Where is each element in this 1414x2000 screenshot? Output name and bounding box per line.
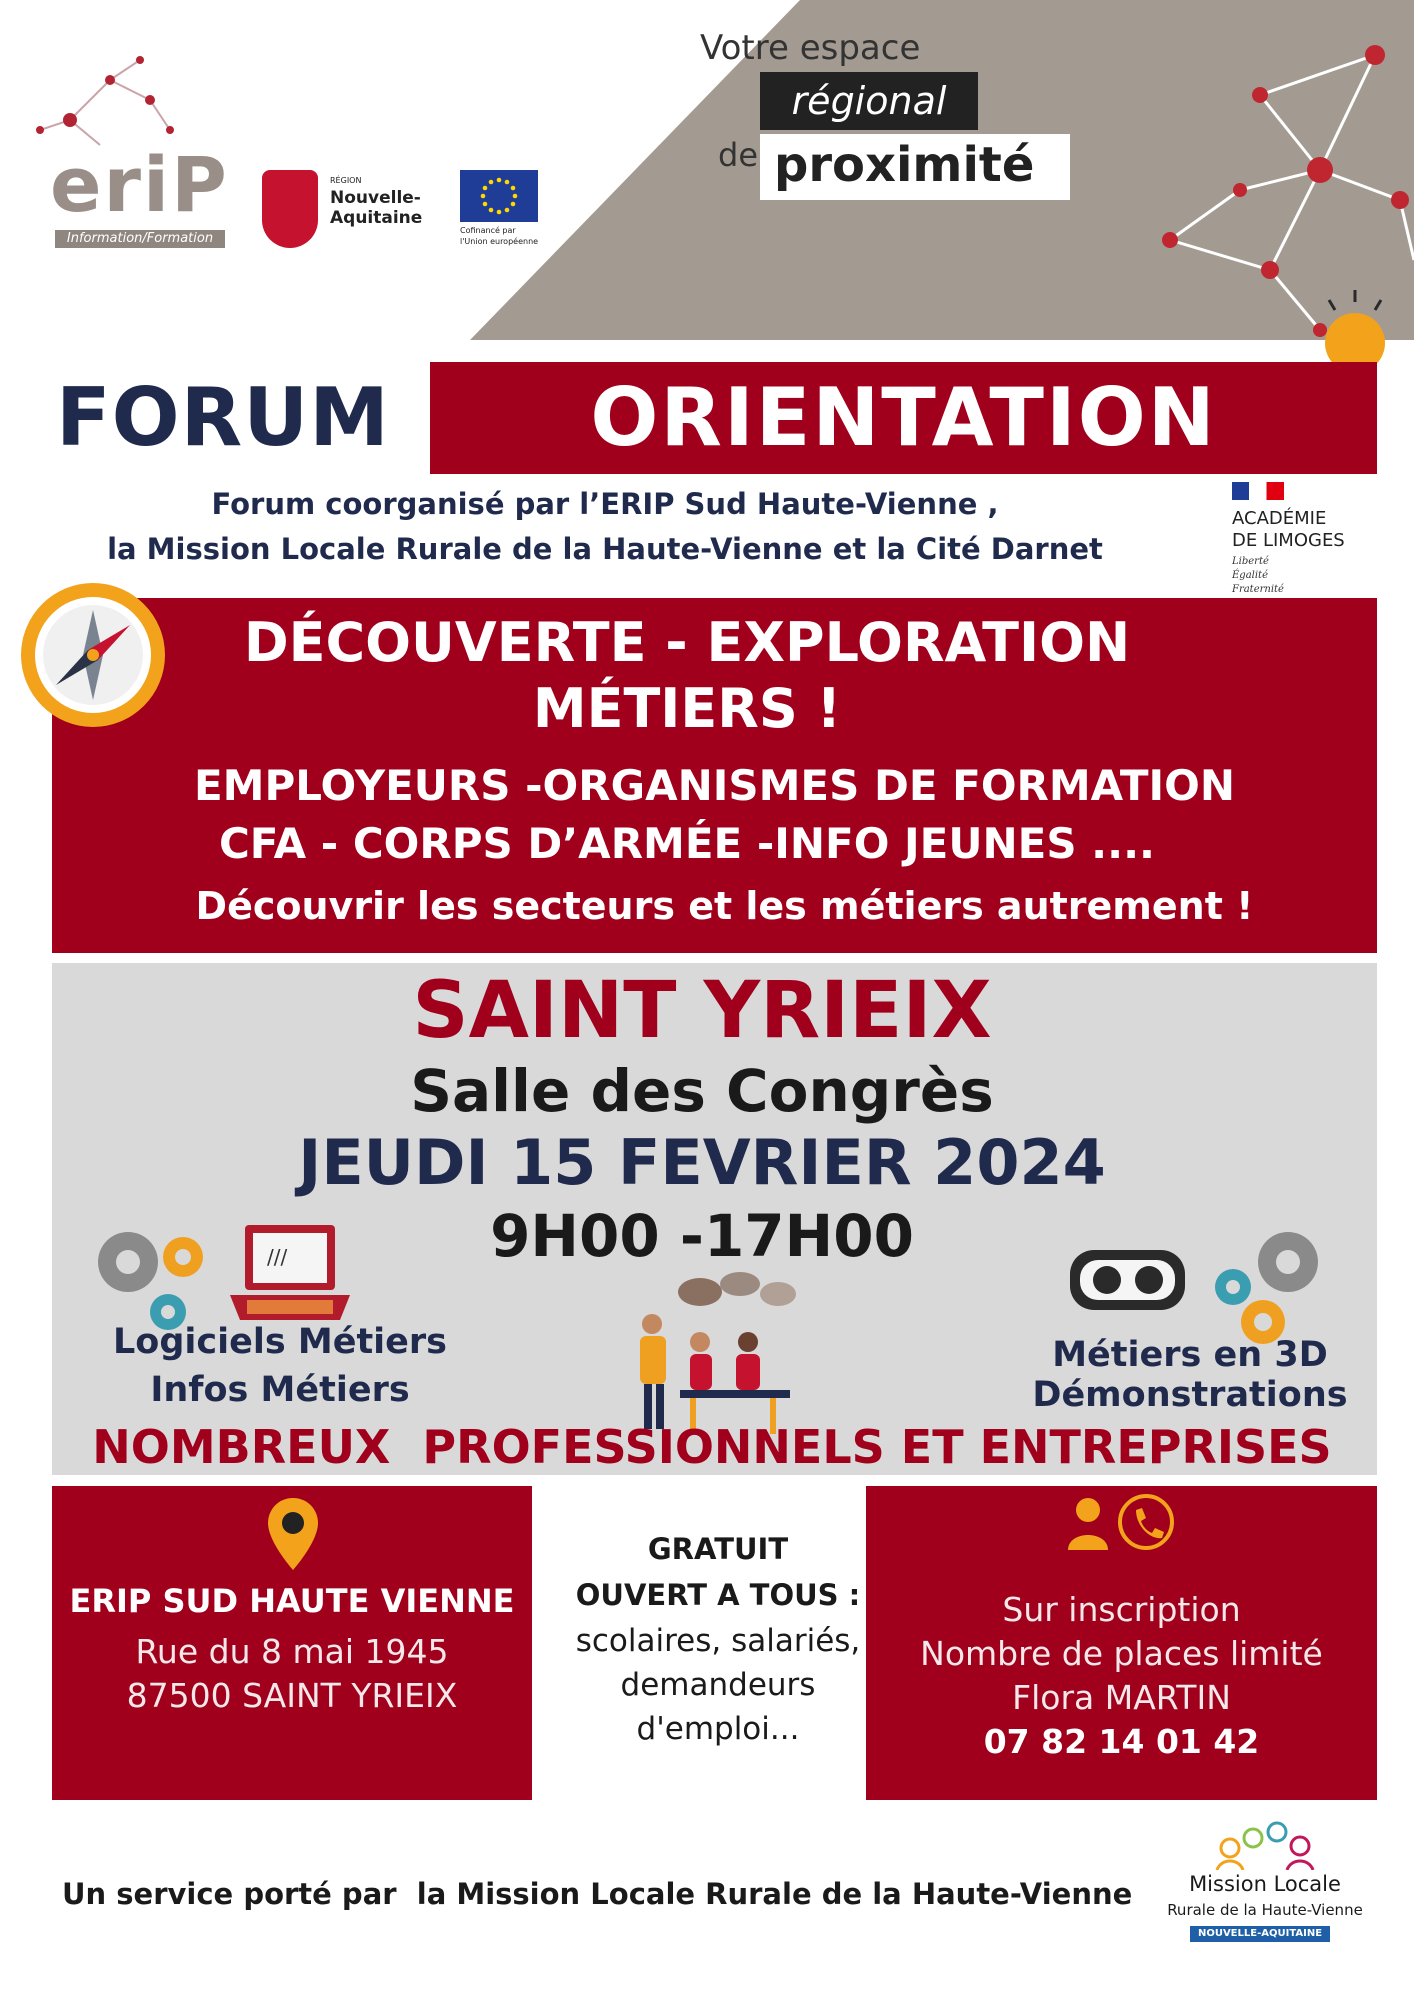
mission-locale-people-icon: [1215, 1818, 1315, 1870]
access-free: GRATUIT: [647, 1532, 789, 1566]
svg-text:///: ///: [267, 1245, 288, 1269]
people-discussion-illustration: [630, 1272, 810, 1437]
discovery-line-5: Découvrir les secteurs et les métiers autrement !: [195, 884, 1254, 928]
registration-line-2: Nombre de places limité: [920, 1634, 1323, 1673]
address-city: 87500 SAINT YRIEIX: [126, 1676, 458, 1715]
eu-caption-2: l'Union européenne: [460, 237, 539, 246]
forum-title: FORUM: [56, 371, 390, 464]
region-logo-small-text: RÉGION: [330, 176, 362, 185]
eu-caption-1: Cofinancé par: [460, 226, 516, 235]
discovery-line-4: CFA - CORPS D’ARMÉE -INFO JEUNES ....: [218, 819, 1156, 868]
address-title: ERIP SUD HAUTE VIENNE: [69, 1582, 515, 1620]
map-pin-icon: [266, 1496, 320, 1572]
mission-locale-region-tag: NOUVELLE-AQUITAINE: [1190, 1926, 1330, 1942]
discovery-line-3: EMPLOYEURS -ORGANISMES DE FORMATION: [193, 761, 1236, 810]
compass-icon: [18, 580, 168, 730]
tagline-line1: Votre espace: [700, 28, 921, 68]
eu-flag-icon: [460, 170, 538, 222]
event-hours: 9H00 -17H00: [490, 1202, 914, 1270]
region-logo-name-1: Nouvelle-: [330, 188, 421, 208]
access-line-1: scolaires, salariés,: [575, 1623, 861, 1659]
event-venue: Salle des Congrès: [410, 1057, 994, 1125]
academie-name-2: DE LIMOGES: [1232, 530, 1345, 551]
address-street: Rue du 8 mai 1945: [135, 1632, 449, 1671]
region-logo-emblem: [262, 170, 318, 248]
discovery-line-2: MÉTIERS !: [532, 677, 842, 740]
erip-network-icon: [30, 50, 180, 150]
registration-contact: Flora MARTIN: [1012, 1678, 1231, 1717]
right-feature-1: Métiers en 3D: [1052, 1335, 1328, 1375]
event-date: JEUDI 15 FEVRIER 2024: [298, 1126, 1106, 1199]
access-line-3: d'emploi...: [636, 1711, 800, 1747]
left-feature-1: Logiciels Métiers: [112, 1322, 448, 1362]
tagline-line3-main: proximité: [760, 134, 1070, 200]
discovery-line-1: DÉCOUVERTE - EXPLORATION: [243, 611, 1131, 674]
mission-locale-name-2: Rurale de la Haute-Vienne: [1167, 1901, 1363, 1919]
coorganisation-line-2: la Mission Locale Rurale de la Haute-Vienne et la Cité Darnet: [107, 532, 1103, 566]
academie-flag-icon: [1232, 482, 1284, 500]
vr-headset-icon: [1065, 1235, 1195, 1325]
academie-motto-1: Liberté: [1232, 556, 1269, 567]
right-feature-2: Démonstrations: [1032, 1375, 1348, 1415]
mission-locale-name-1: Mission Locale: [1189, 1872, 1341, 1896]
discovery-block: [52, 598, 1377, 953]
laptop-icon: [225, 1220, 355, 1330]
erip-logo-subtitle: Information/Formation: [55, 230, 225, 248]
region-logo-name-2: Aquitaine: [330, 208, 423, 228]
erip-logo-text: eriP: [50, 140, 229, 229]
registration-line-1: Sur inscription: [1002, 1590, 1241, 1629]
tagline-line2: régional: [760, 72, 978, 130]
academie-motto-2: Égalité: [1232, 570, 1268, 581]
coorganisation-line-1: Forum coorganisé par l’ERIP Sud Haute-Vienne ,: [211, 487, 999, 521]
access-open: OUVERT A TOUS :: [575, 1578, 861, 1612]
registration-phone: 07 82 14 01 42: [983, 1722, 1260, 1761]
academie-motto-3: Fraternité: [1232, 584, 1284, 595]
academie-name-1: ACADÉMIE: [1232, 508, 1327, 529]
orientation-banner: ORIENTATION: [430, 362, 1377, 474]
left-feature-2: Infos Métiers: [150, 1370, 410, 1410]
person-phone-icon: [1066, 1492, 1176, 1556]
access-line-2: demandeurs: [620, 1667, 816, 1703]
professionals-banner: NOMBREUX PROFESSIONNELS ET ENTREPRISES: [92, 1420, 1332, 1474]
footer-text: Un service porté par la Mission Locale Rurale de la Haute-Vienne: [62, 1877, 1133, 1911]
tagline-line3-prefix: de: [718, 136, 758, 174]
event-city: SAINT YRIEIX: [412, 966, 992, 1056]
